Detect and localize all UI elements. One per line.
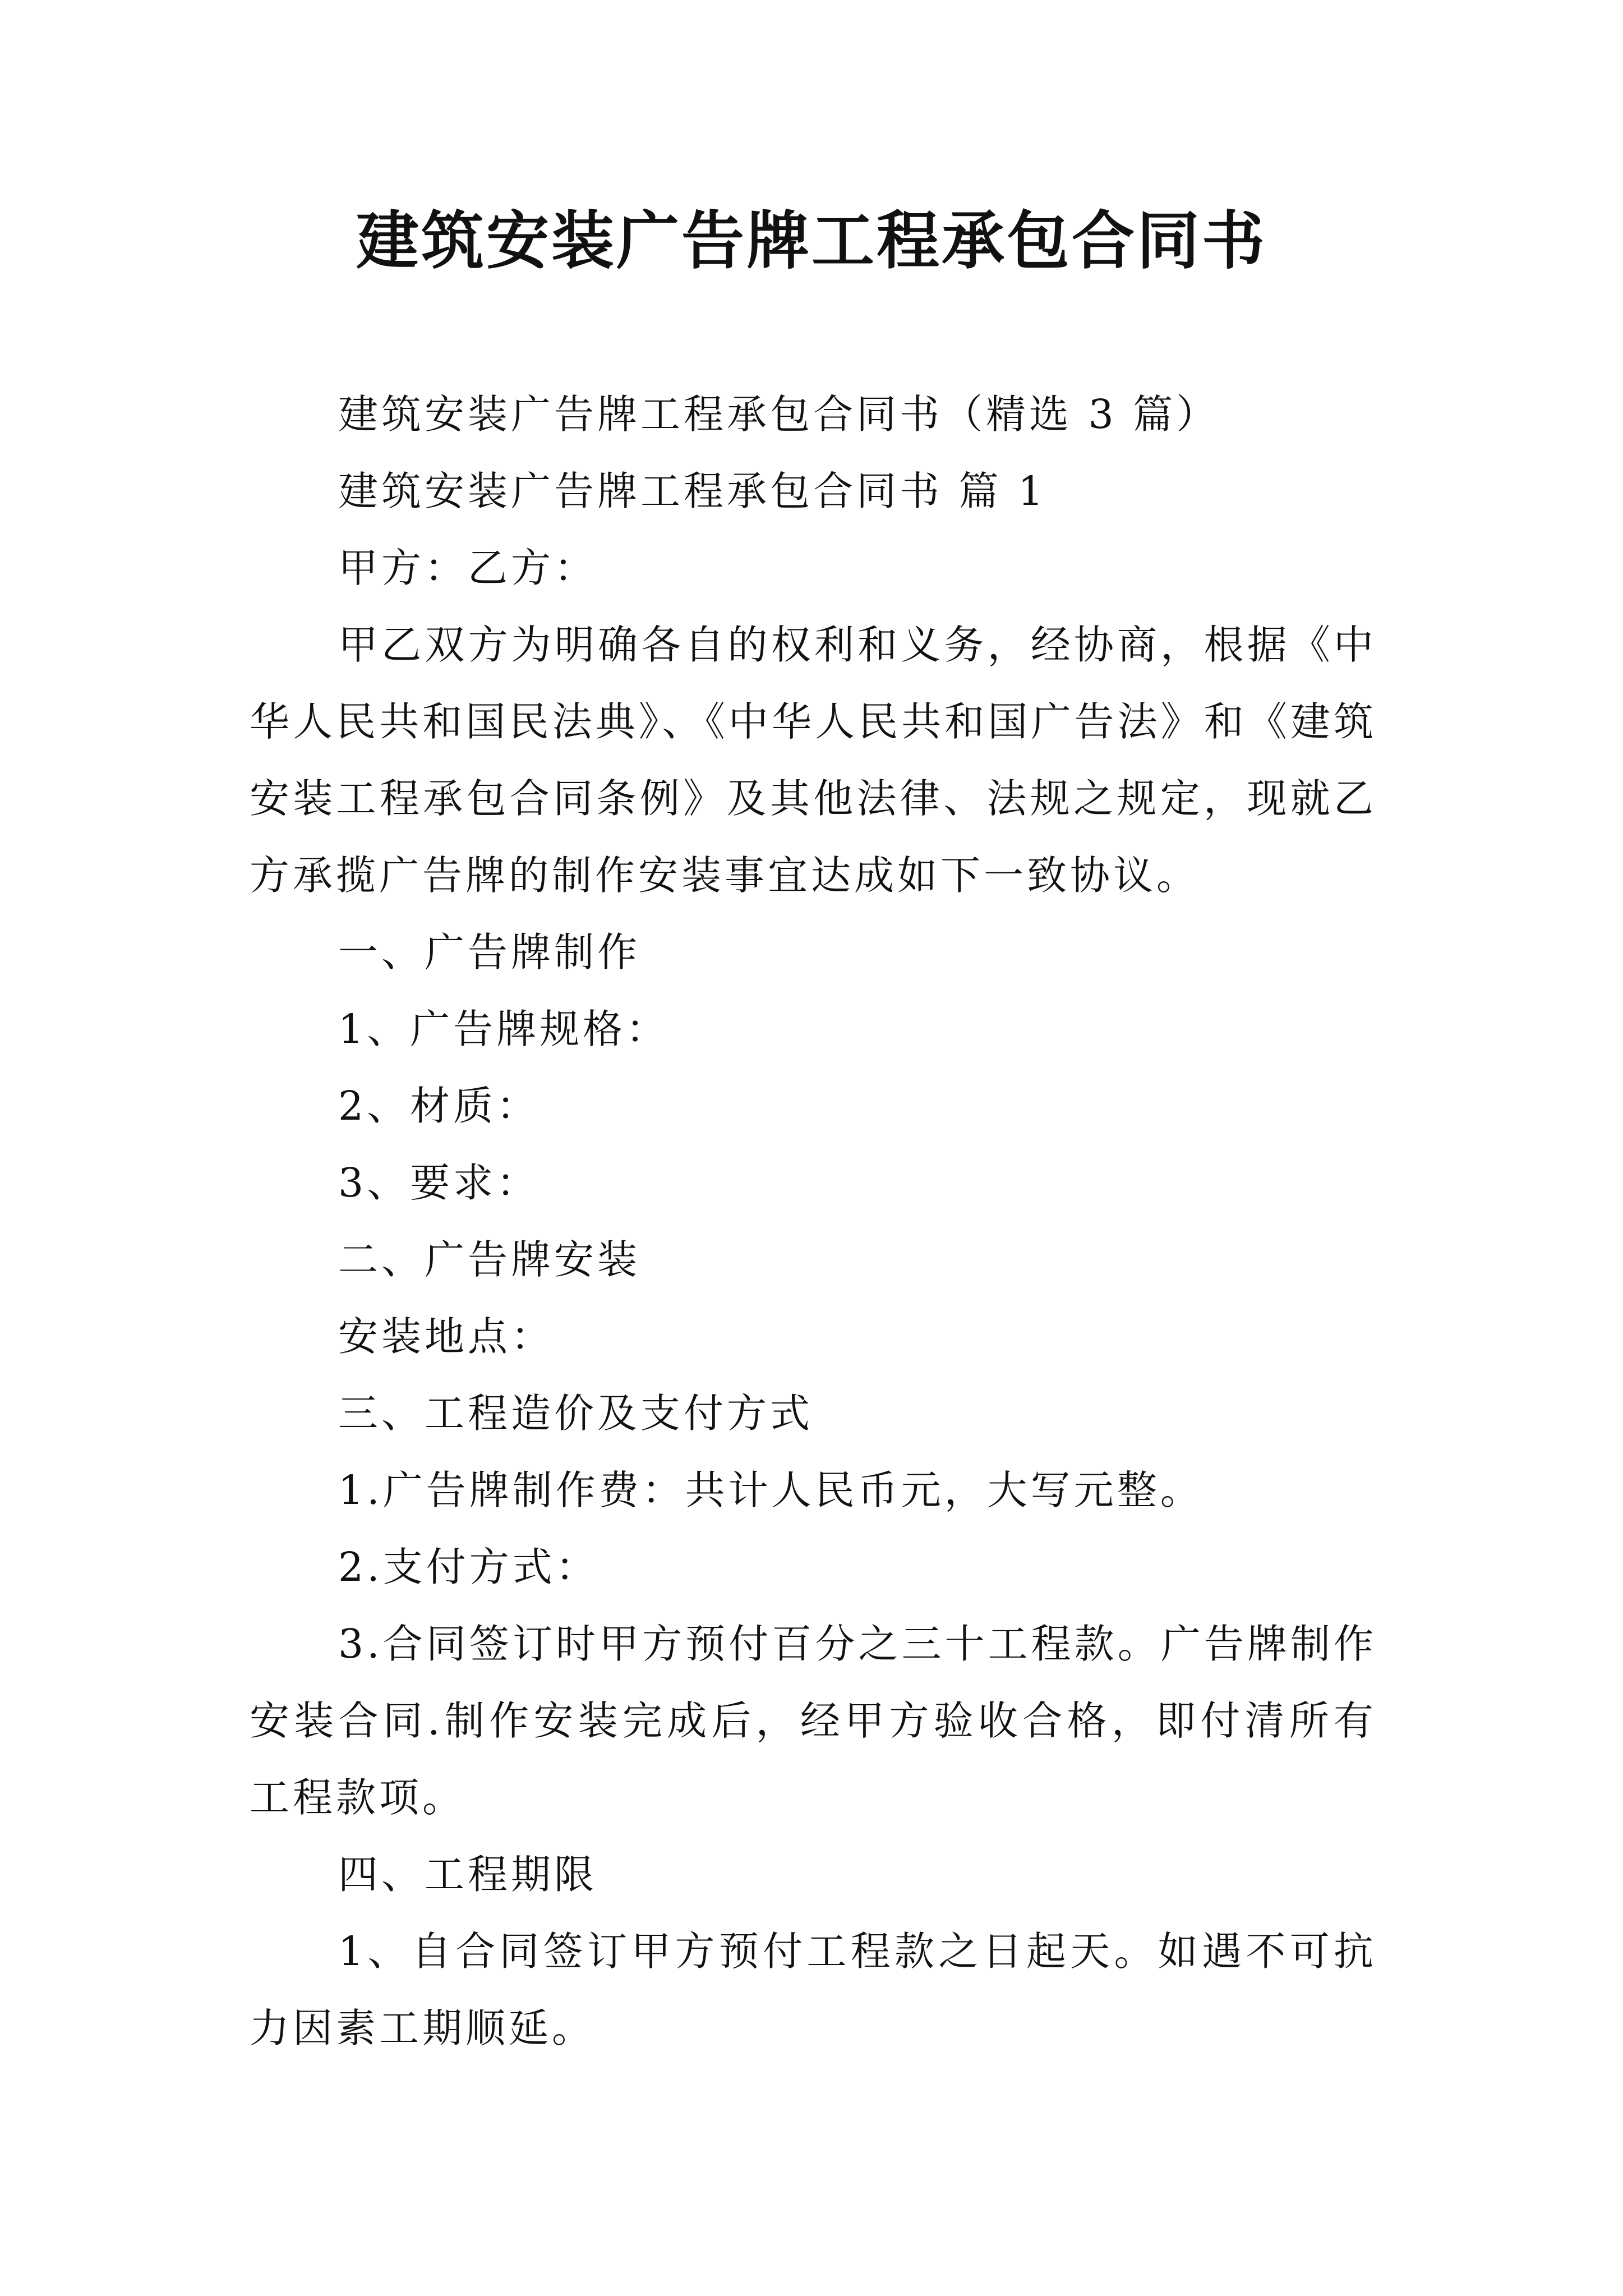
paragraph-subtitle: 建筑安装广告牌工程承包合同书（精选 3 篇）: [338, 391, 1220, 438]
paragraph-item: 3、要求：: [338, 1159, 540, 1206]
document-title: 建筑安装广告牌工程承包合同书: [356, 204, 1267, 278]
paragraph-item: 安装地点：: [338, 1313, 555, 1360]
document-body: [250, 376, 1377, 2067]
paragraph-item: 2.支付方式：: [338, 1544, 599, 1590]
paragraph-item: 3.合同签订时甲方预付百分之三十工程款。广告牌制作安装合同.制作安装完成后，经甲方验收合格，即付清所有工程款项。: [250, 1621, 1377, 1821]
paragraph-preamble: 甲乙双方为明确各自的权利和义务，经协商，根据《中华人民共和国民法典》、《中华人民共和国广告法》和《建筑安装工程承包合同条例》及其他法律、法规之规定，现就乙方承揽广告牌的制作安装事宜达成如下一致协议。: [250, 622, 1377, 899]
paragraph-heading-production: 一、广告牌制作: [338, 929, 641, 976]
paragraph-heading-schedule: 四、工程期限: [338, 1851, 598, 1898]
paragraph-heading-installation: 二、广告牌安装: [338, 1236, 641, 1283]
paragraph-item: 1、广告牌规格：: [338, 1006, 670, 1052]
paragraph-parties: 甲方：乙方：: [338, 545, 598, 591]
paragraph-heading-cost: 三、工程造价及支付方式: [338, 1390, 814, 1437]
paragraph-item: 1、自合同签订甲方预付工程款之日起天。如遇不可抗力因素工期顺延。: [250, 1928, 1377, 2051]
paragraph-item: 1.广告牌制作费：共计人民币元，大写元整。: [338, 1467, 1204, 1513]
paragraph-item: 2、材质：: [338, 1083, 540, 1129]
paragraph-section-heading: 建筑安装广告牌工程承包合同书 篇 1: [338, 468, 1047, 514]
